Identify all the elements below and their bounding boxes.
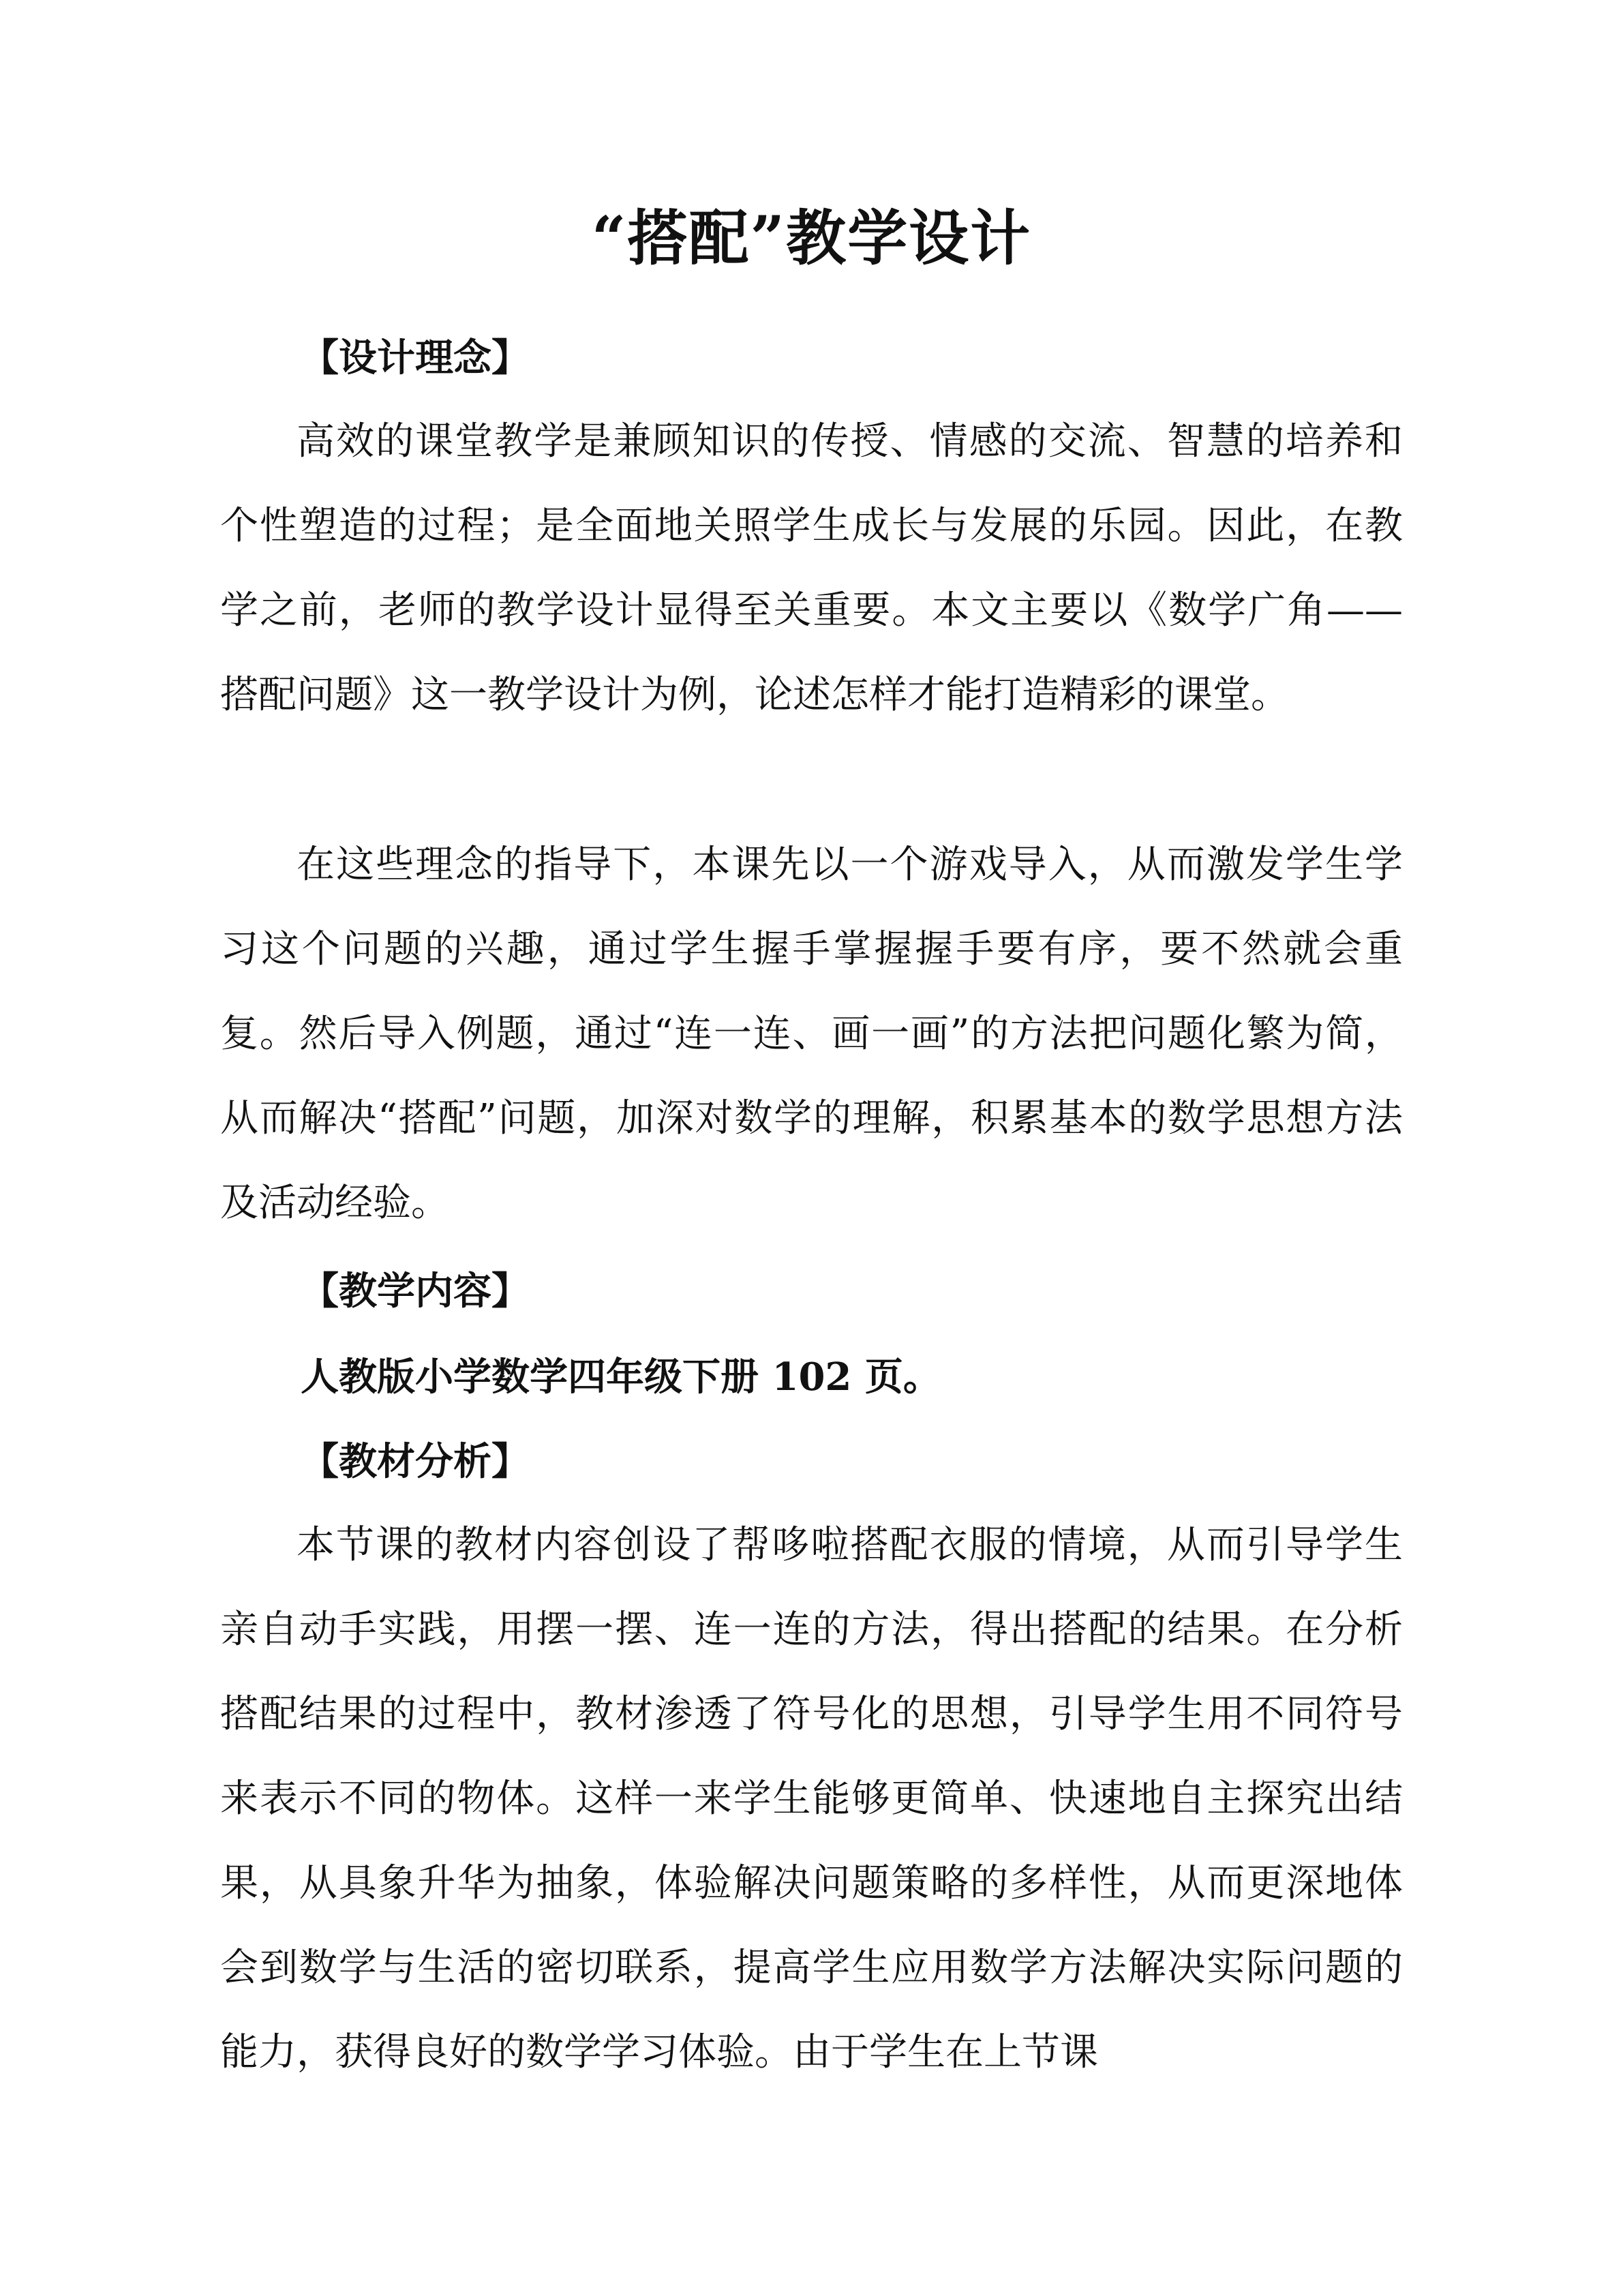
- paragraph-design-concept-2: 在这些理念的指导下，本课先以一个游戏导入，从而激发学生学习这个问题的兴趣，通过学生握手掌握握手要有序，要不然就会重复。然后导入例题，通过“连一连、画一画”的方法把问题化繁为简，从而解决“搭配”问题，加深对数学的理解，积累基本的数学思想方法及活动经验。: [220, 843, 1403, 1225]
- section-heading-textbook-analysis: 【教材分析】: [301, 1439, 530, 1484]
- paragraph-textbook-analysis-1: 本节课的教材内容创设了帮哆啦搭配衣服的情境，从而引导学生亲自动手实践，用摆一摆、连一连的方法，得出搭配的结果。在分析搭配结果的过程中，教材渗透了符号化的思想，引导学生用不同符号来表示不同的物体。这样一来学生能够更简单、快速地自主探究出结果，从具象升华为抽象，体验解决问题策略的多样性，从而更深地体会到数学与生活的密切联系，提高学生应用数学方法解决实际问题的能力，获得良好的数学学习体验。由于学生在上节课: [220, 1523, 1403, 2074]
- document-title: “搭配”教学设计: [591, 202, 1032, 273]
- teaching-content-text: 人教版小学数学四年级下册 102 页。: [301, 1355, 941, 1400]
- paragraph-design-concept-1: 高效的课堂教学是兼顾知识的传授、情感的交流、智慧的培养和个性塑造的过程；是全面地关照学生成长与发展的乐园。因此，在教学之前，老师的教学设计显得至关重要。本文主要以《数学广角——搭配问题》这一教学设计为例，论述怎样才能打造精彩的课堂。: [220, 419, 1403, 717]
- section-heading-teaching-content: 【教学内容】: [301, 1269, 530, 1314]
- section-heading-design-concept: 【设计理念】: [301, 335, 530, 380]
